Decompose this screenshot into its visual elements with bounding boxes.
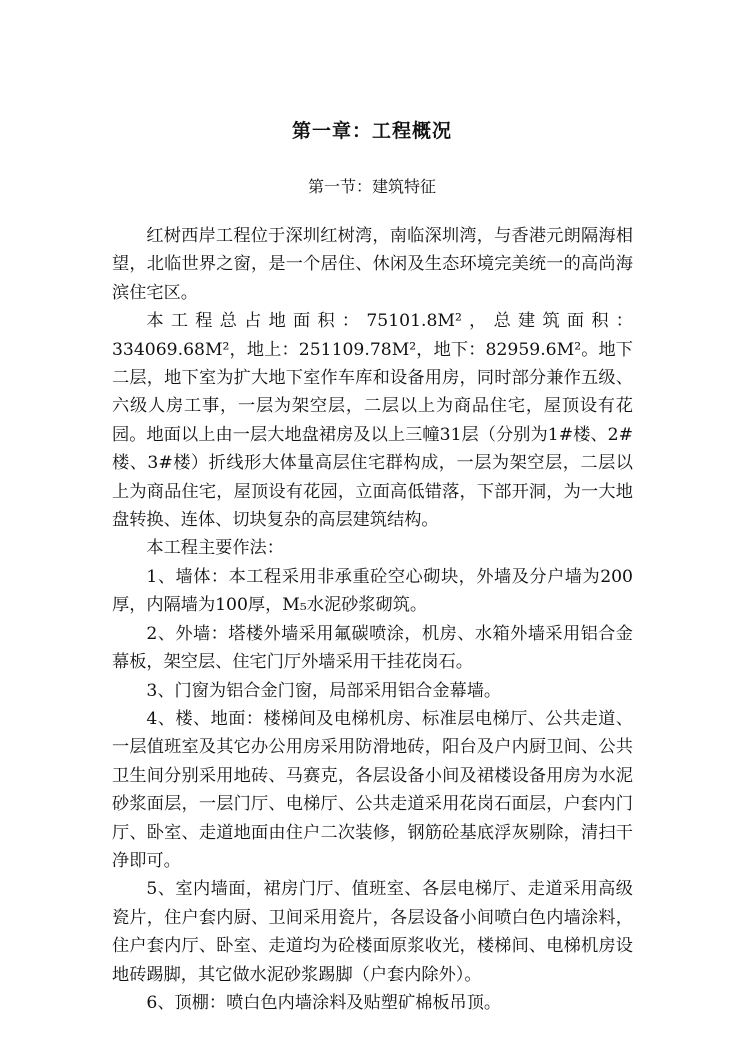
- paragraph-ceiling: 6、顶棚：喷白色内墙涂料及贴塑矿棉板吊顶。: [146, 992, 502, 1013]
- paragraph-area: 本工程总占地面积：75101.8M²，总建筑面积：334069.68M²，地上：251109.78M²，地下：82959.6M²。地下二层，地下室为扩大地下室作车库和设备用房，同时部分兼作五级、六级人房工事，一层为架空层，二层以上为商品住宅，屋顶设有花园。地面以上由一层大地盘裙房及以上三幢31层（分别为1#楼、2#楼、3#楼）折线形大体量高层住宅群构成，一层为架空层，二层以上为商品住宅，屋顶设有花园，立面高低错落，下部开洞，为一大地盘转换、连体、切块复杂的高层建筑结构。: [112, 311, 633, 531]
- paragraph-interior-walls: 5、室内墙面，裙房门厅、值班室、各层电梯厅、走道采用高级瓷片，住户套内厨、卫间采用瓷片，各层设备小间喷白色内墙涂料，住户套内厅、卧室、走道均为砼楼面原浆收光，楼梯间、电梯机房设地砖踢脚，其它做水泥砂浆踢脚（户套内除外）。: [112, 879, 633, 985]
- paragraph-exterior-walls: 2、外墙：塔楼外墙采用氟碳喷涂，机房、水箱外墙采用铝合金幕板，架空层、住宅门厅外墙采用干挂花岗石。: [112, 623, 633, 673]
- document-body: [112, 222, 633, 1017]
- paragraph-walls: 1、墙体：本工程采用非承重砼空心砌块，外墙及分户墙为200厚，内隔墙为100厚，M₅水泥砂浆砌筑。: [112, 566, 633, 616]
- paragraph-doors-windows: 3、门窗为铝合金门窗，局部采用铝合金幕墙。: [146, 680, 502, 701]
- section-title: 第一节：建筑特征: [307, 177, 436, 196]
- chapter-title: 第一章：工程概况: [291, 120, 452, 142]
- paragraph-location: 红树西岸工程位于深圳红树湾，南临深圳湾，与香港元朗隔海相望，北临世界之窗，是一个居住、休闲及生态环境完美统一的高尚海滨住宅区。: [112, 226, 633, 303]
- paragraph-methods-heading: 本工程主要作法：: [146, 538, 284, 559]
- paragraph-floors: 4、楼、地面：楼梯间及电梯机房、标准层电梯厅、公共走道、一层值班室及其它办公用房采用防滑地砖，阳台及户内厨卫间、公共卫生间分别采用地砖、马赛克，各层设备小间及裙楼设备用房为水泥砂浆面层，一层门厅、电梯厅、公共走道采用花岗石面层，户套内门厅、卧室、走道地面由住户二次装修，钢筋砼基底浮灰剔除，清扫干净即可。: [112, 708, 633, 871]
